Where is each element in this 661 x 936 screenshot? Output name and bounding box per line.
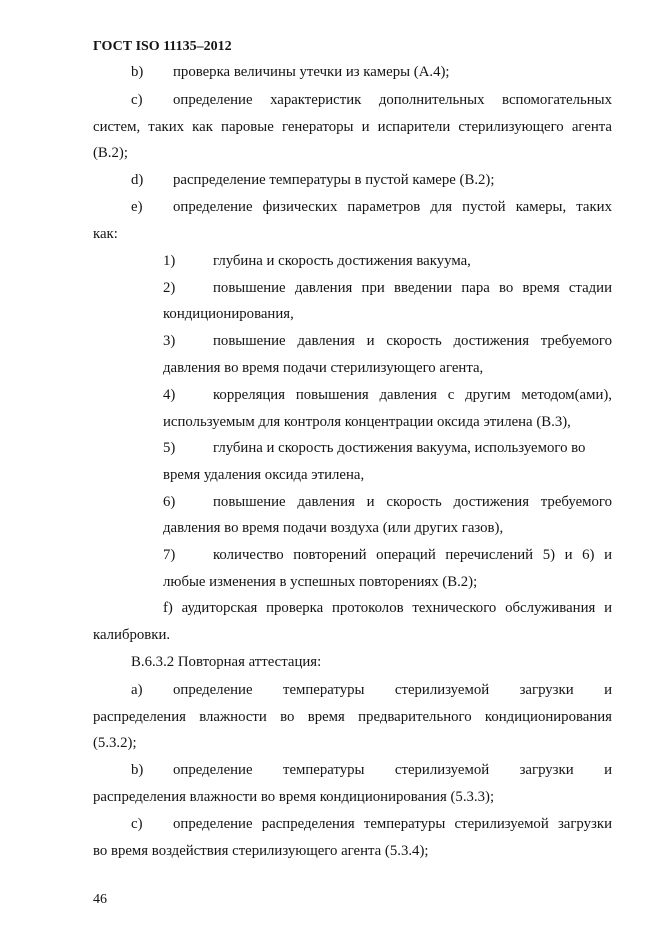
list-item-text: во время воздействия стерилизующего агента (5.3.4); [93,843,429,859]
sub-list-marker: 3) [163,333,176,349]
sub-list-marker: 5) [163,440,176,456]
sub-list-marker: 6) [163,494,176,510]
list-item-text: калибровки. [93,627,171,643]
section-heading: В.6.3.2 Повторная аттестация: [131,654,322,670]
sub-list-item-text: давления во время подачи стерилизующего агента, [163,360,484,376]
sub-list-marker: 7) [163,547,176,563]
sub-list-marker: 1) [163,253,176,269]
sub-list-item-text: повышение давления при введении пара во время стадии [213,280,612,296]
list-item-text: систем, таких как паровые генераторы и испарители стерилизующего агента [93,119,612,135]
sub-list-item-text: количество повторений операций перечислений 5) и 6) и [213,547,612,563]
sub-list-item-text: глубина и скорость достижения вакуума, используемого во [213,440,586,456]
list-item-text: как: [93,226,118,242]
list-item-text: определение температуры стерилизуемой загрузки и [173,762,612,778]
sub-list-item-text: любые изменения в успешных повторениях (В.2); [163,574,478,590]
list-item-text: (5.3.2); [93,735,137,751]
list-marker: c) [131,92,143,108]
sub-list-item-text: глубина и скорость достижения вакуума, [213,253,471,269]
list-item-text: f) аудиторская проверка протоколов технического обслуживания и [163,600,612,616]
list-item-text: определение распределения температуры стерилизуемой загрузки [173,816,612,832]
sub-list-item-text: повышение давления и скорость достижения требуемого [213,494,612,510]
list-marker: d) [131,172,144,188]
sub-list-item-text: используемым для контроля концентрации оксида этилена (В.3), [163,414,571,430]
list-item-text: (В.2); [93,145,128,161]
list-item-text: определение физических параметров для пустой камеры, таких [173,199,612,215]
sub-list-marker: 4) [163,387,176,403]
document-header: ГОСТ ISO 11135–2012 [93,39,232,54]
sub-list-item-text: корреляция повышения давления с другим методом(ами), [213,387,612,403]
sub-list-item-text: время удаления оксида этилена, [163,467,365,483]
sub-list-item-text: кондиционирования, [163,306,294,322]
page-number: 46 [93,892,107,907]
sub-list-marker: 2) [163,280,176,296]
sub-list-item-text: повышение давления и скорость достижения требуемого [213,333,612,349]
list-item-text: распределения влажности во время предварительного кондиционирования [93,709,612,725]
list-item-text: определение характеристик дополнительных вспомогательных [173,92,612,108]
list-marker: a) [131,682,143,698]
list-marker: b) [131,64,144,80]
list-marker: b) [131,762,144,778]
list-item-text: распределения влажности во время кондиционирования (5.3.3); [93,789,495,805]
sub-list-item-text: давления во время подачи воздуха (или других газов), [163,520,504,536]
list-marker: c) [131,816,143,832]
list-item-text: определение температуры стерилизуемой загрузки и [173,682,612,698]
list-item-text: проверка величины утечки из камеры (А.4); [173,64,450,80]
list-marker: e) [131,199,143,215]
list-item-text: распределение температуры в пустой камере (В.2); [173,172,495,188]
